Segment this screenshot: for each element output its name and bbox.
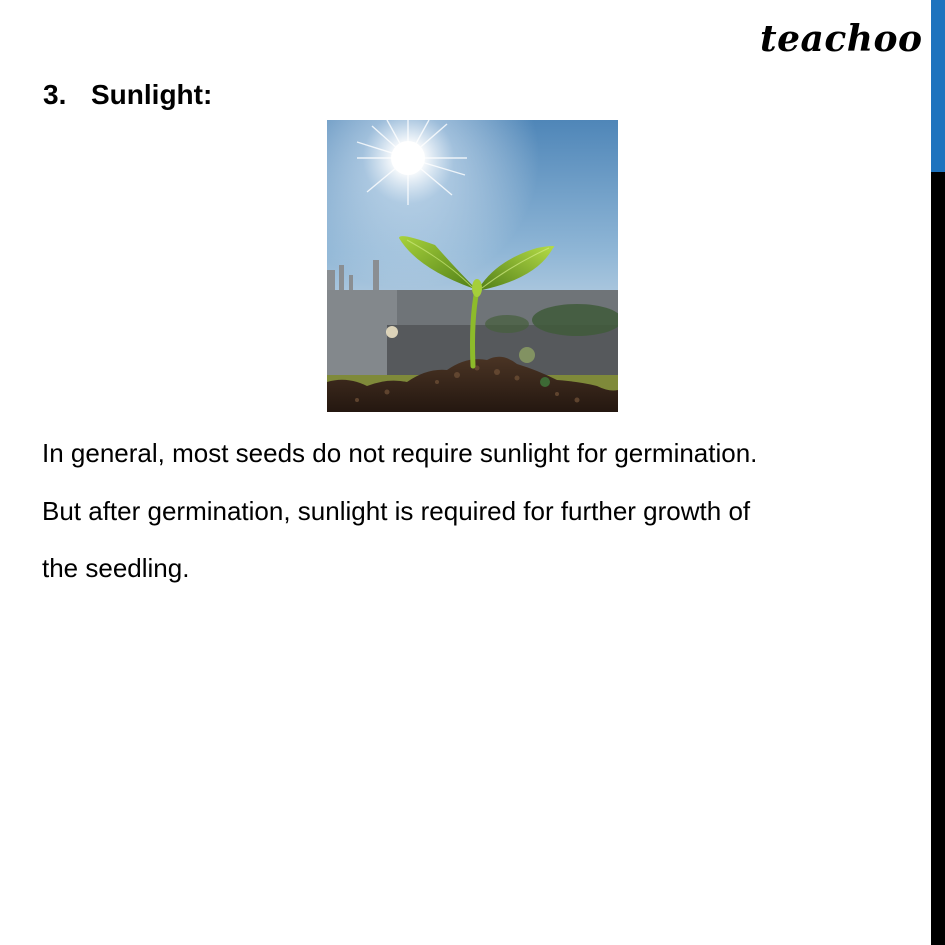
seedling-sunlight-image (327, 120, 618, 412)
body-paragraph (42, 425, 902, 598)
body-line: In general, most seeds do not require sunlight for germination. (42, 438, 758, 468)
heading-title: Sunlight: (91, 79, 213, 110)
side-scrollbar[interactable] (931, 0, 945, 945)
seedling-illustration (327, 120, 618, 412)
body-line: But after germination, sunlight is required for further growth of (42, 495, 751, 526)
scrollbar-thumb[interactable] (931, 0, 945, 172)
body-line: the seedling. (42, 553, 190, 583)
heading-number: 3. (43, 79, 67, 110)
section-heading (43, 75, 212, 115)
teachoo-logo: teachoo (760, 18, 923, 60)
